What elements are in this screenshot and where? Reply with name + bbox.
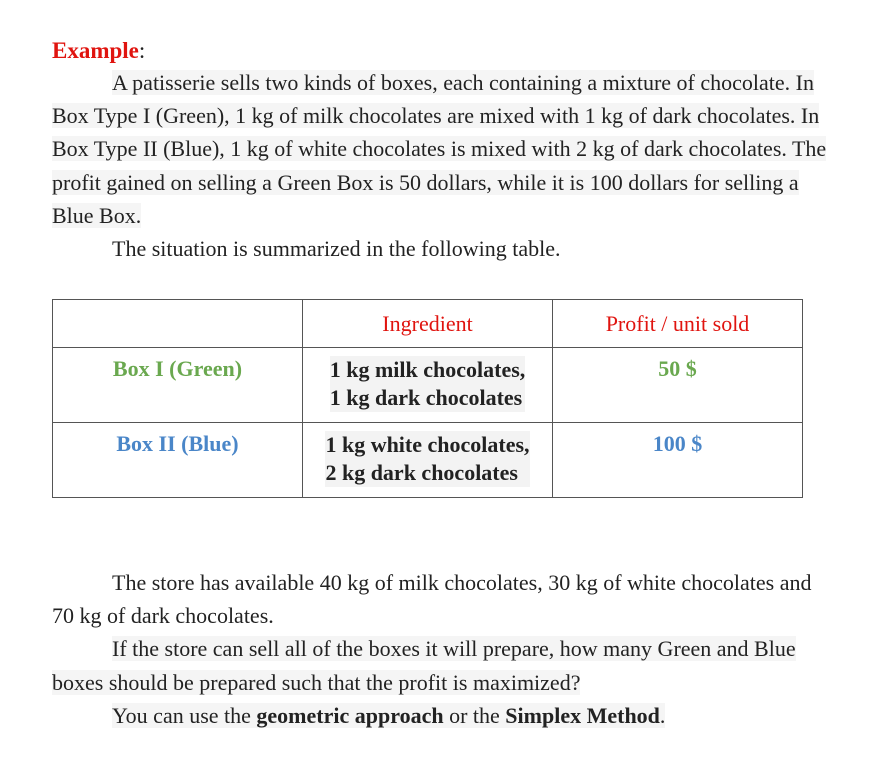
example-heading-label: Example	[52, 38, 139, 63]
problem-section	[52, 566, 832, 732]
question-paragraph	[52, 632, 832, 698]
availability-paragraph	[52, 566, 832, 632]
ingredient-line: 1 kg dark chocolates	[330, 384, 526, 412]
header-cell-empty	[53, 300, 303, 348]
ingredient-line: 2 kg dark chocolates	[325, 459, 529, 487]
method-mid: or the	[443, 702, 506, 728]
box-blue-label: Box II (Blue)	[53, 423, 303, 498]
method-paragraph	[52, 699, 832, 732]
availability-text: The store has available 40 kg of milk chocolates, 30 kg of white chocolates and 70 kg of dark chocolates.	[52, 570, 812, 629]
example-heading-colon: :	[138, 38, 146, 63]
method-simplex: Simplex Method	[505, 702, 660, 728]
box-green-profit: 50 $	[553, 348, 803, 423]
box-blue-profit: 100 $	[553, 423, 803, 498]
ingredient-block	[325, 431, 529, 487]
box-green-ingredient	[303, 348, 553, 423]
example-heading	[52, 36, 832, 66]
header-cell-profit: Profit / unit sold	[553, 300, 803, 348]
intro-paragraph	[52, 66, 832, 232]
summary-line-text: The situation is summarized in the following table.	[112, 236, 561, 262]
table-header-row	[53, 300, 803, 348]
method-geometric: geometric approach	[256, 702, 444, 728]
ingredient-block	[330, 356, 526, 412]
method-suffix: .	[659, 702, 666, 728]
table-row	[53, 423, 803, 498]
intro-section	[52, 36, 832, 265]
summary-table	[52, 299, 803, 498]
intro-paragraph-text: A patisserie sells two kinds of boxes, each containing a mixture of chocolate. In Box Type I (Green), 1 kg of milk chocolates are mixed with 1 kg of dark chocolates. In Box Type II (Blue), 1 kg of white chocolates is mixed with 2 kg of dark chocolates. The profit gained on selling a Green Box is 50 dollars, while it is 100 dollars for selling a Blue Box.	[52, 70, 827, 228]
box-green-label: Box I (Green)	[53, 348, 303, 423]
method-prefix: You can use the	[112, 702, 257, 728]
ingredient-line: 1 kg white chocolates,	[325, 432, 530, 457]
method-line	[112, 703, 665, 728]
box-blue-ingredient	[303, 423, 553, 498]
header-cell-ingredient: Ingredient	[303, 300, 553, 348]
question-text: If the store can sell all of the boxes it will prepare, how many Green and Blue boxes should be prepared such that the profit is maximized?	[52, 636, 796, 695]
table-row	[53, 348, 803, 423]
summary-line	[52, 232, 832, 265]
ingredient-line: 1 kg milk chocolates,	[329, 357, 526, 382]
